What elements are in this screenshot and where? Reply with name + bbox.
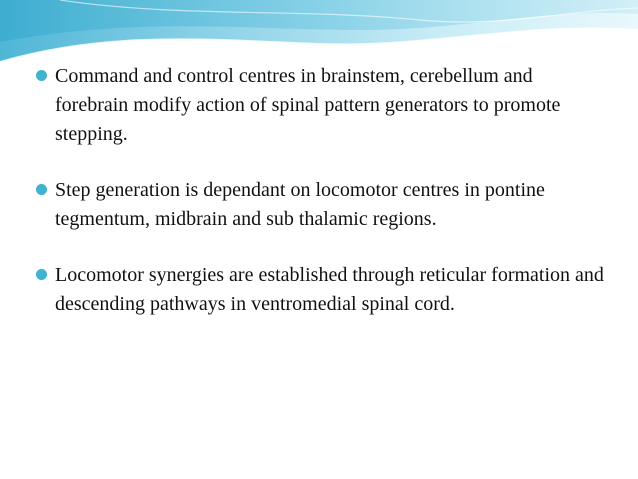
list-item — [0, 62, 638, 149]
bullet-dot-icon — [36, 184, 47, 195]
bullet-text: Locomotor synergies are established through reticular formation and descending pathways in ventromedial spinal cord. — [55, 264, 604, 315]
list-item — [0, 261, 638, 319]
bullet-text: Step generation is dependant on locomotor centres in pontine tegmentum, midbrain and sub thalamic regions. — [55, 179, 545, 230]
bullet-dot-icon — [36, 269, 47, 280]
list-item — [0, 176, 638, 234]
bullet-text: Command and control centres in brainstem, cerebellum and forebrain modify action of spinal pattern generators to promote stepping. — [55, 65, 561, 145]
bullet-list — [0, 62, 638, 346]
bullet-dot-icon — [36, 70, 47, 81]
